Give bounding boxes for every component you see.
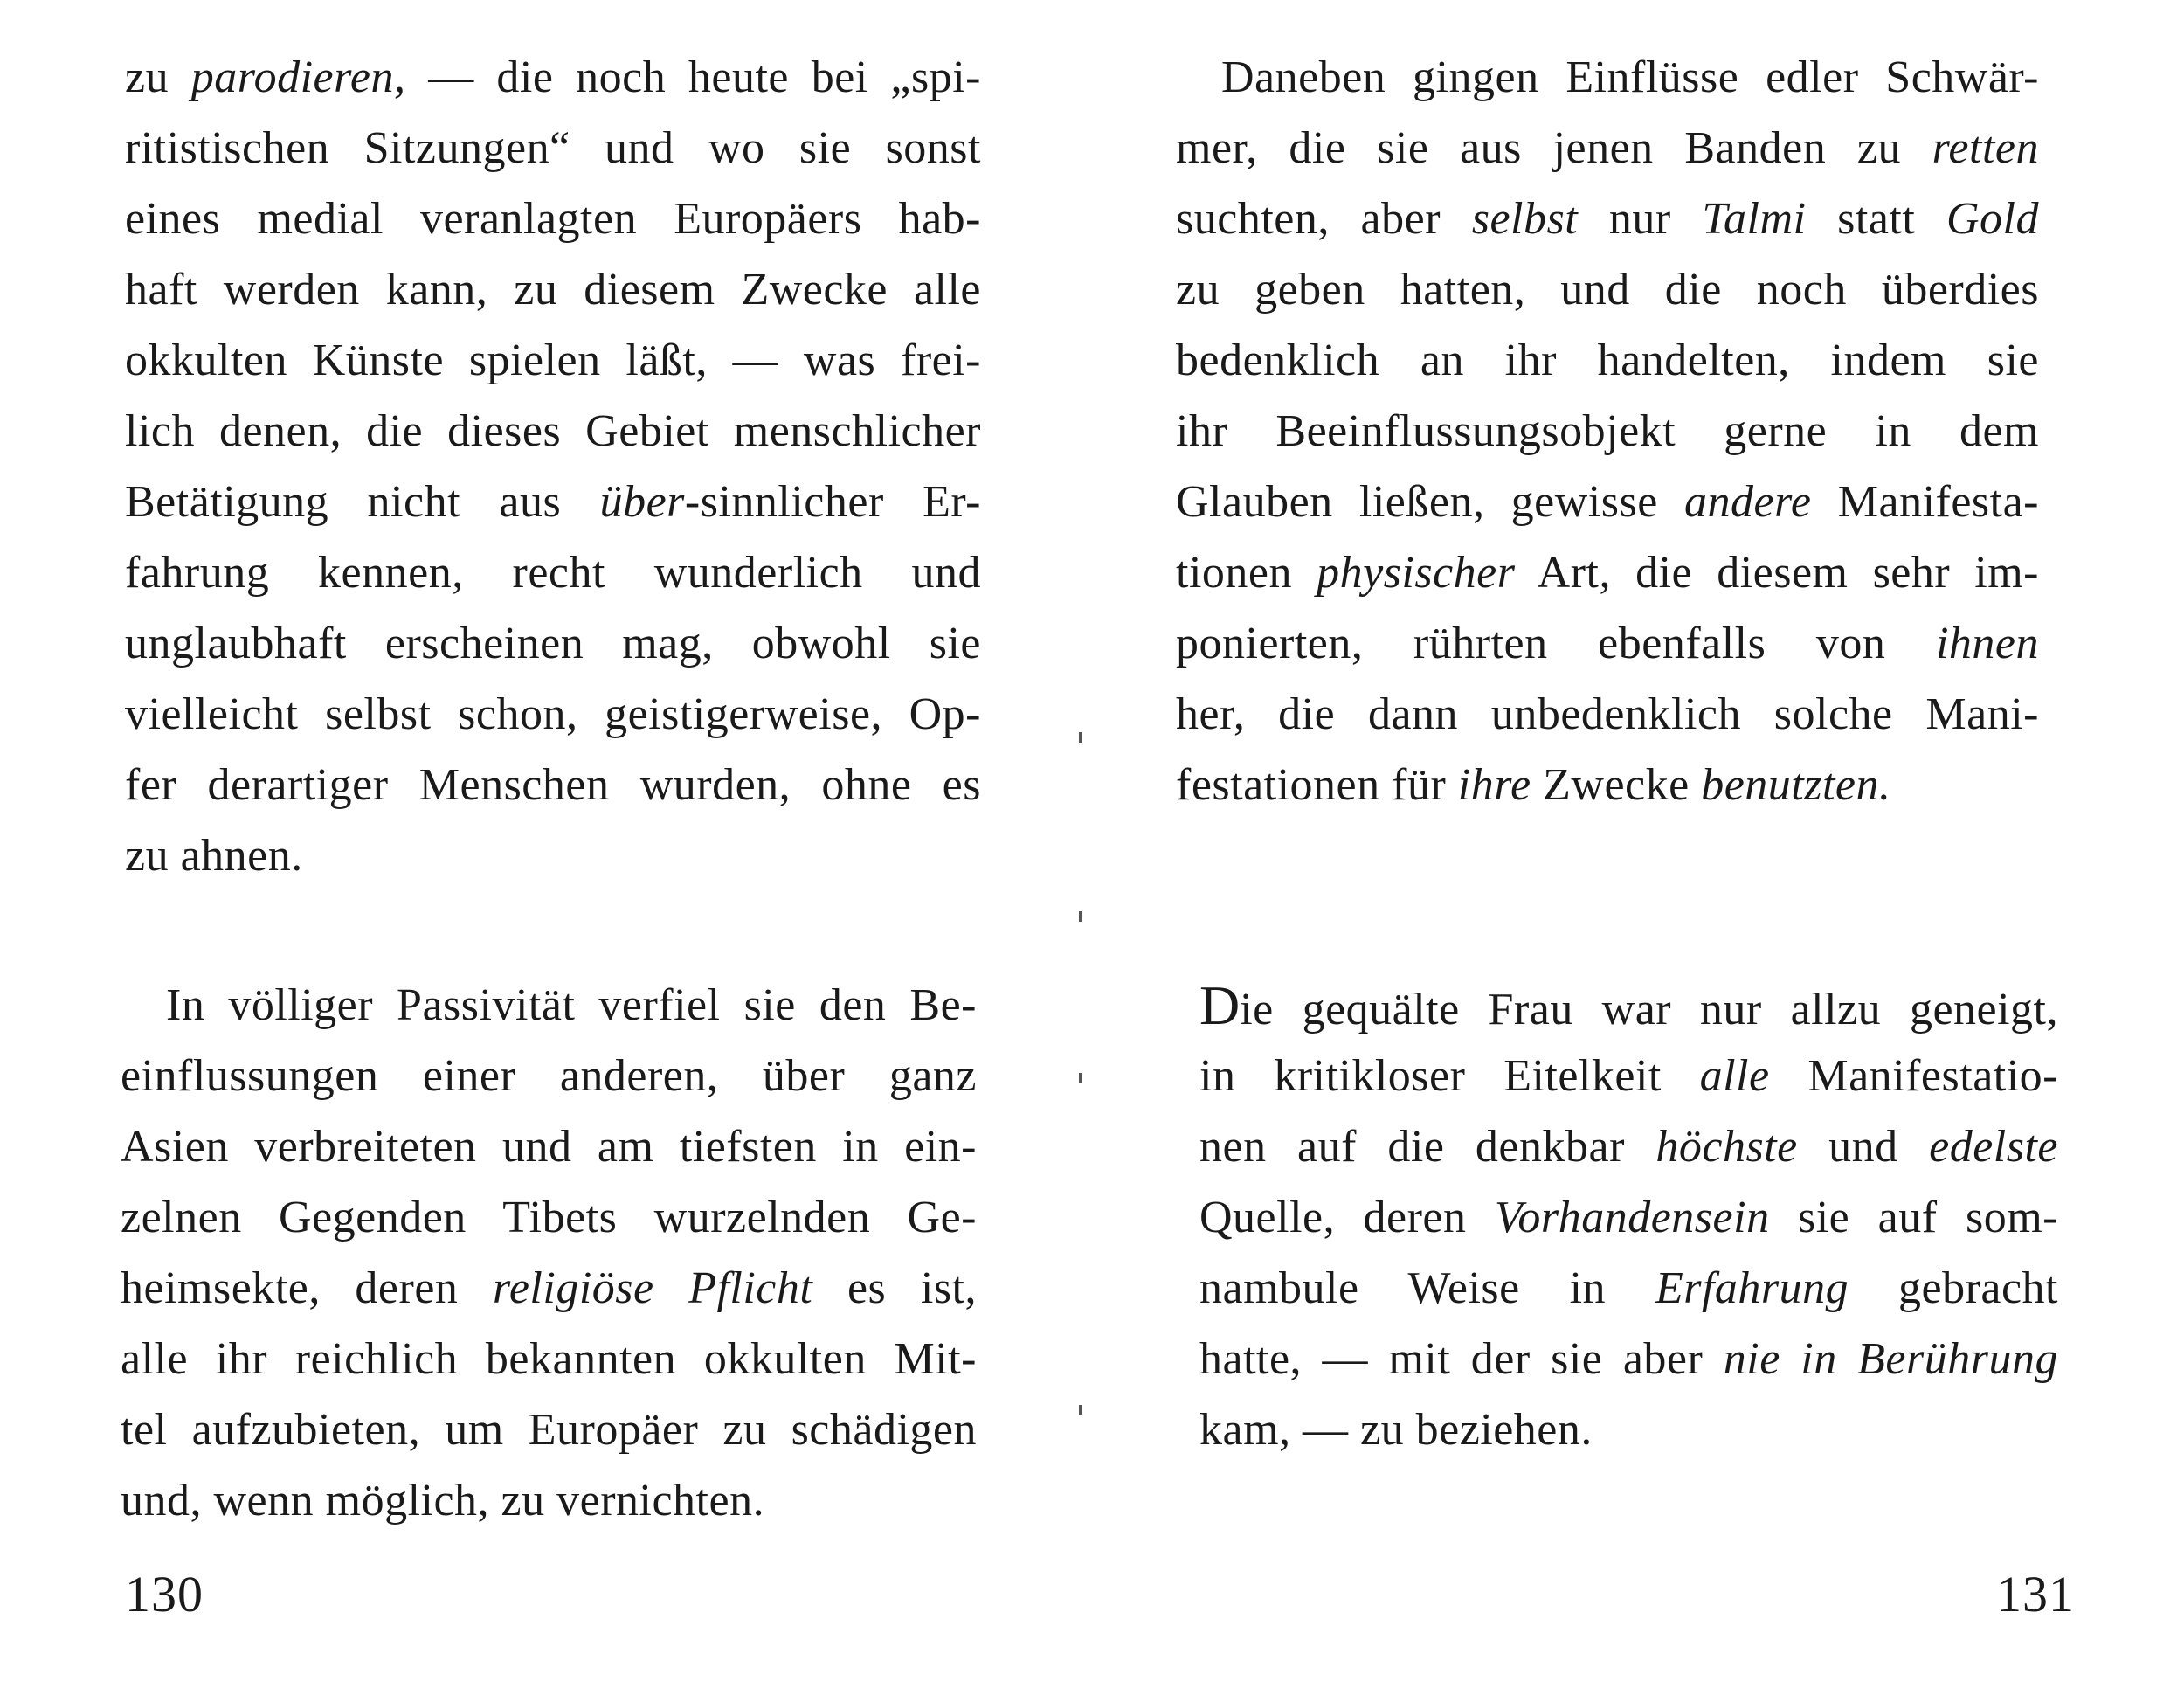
text-run: hatte, — mit der sie aber bbox=[1199, 1334, 1724, 1384]
emphasized-text: Vorhandensein bbox=[1494, 1193, 1770, 1242]
text-run: nen auf die denkbar bbox=[1199, 1122, 1656, 1172]
text-run: Art, die diesem sehr im- bbox=[1515, 548, 2039, 598]
text-run: tionen bbox=[1176, 548, 1317, 598]
drop-cap-letter: D bbox=[1199, 974, 1241, 1036]
text-run: suchten, aber bbox=[1176, 194, 1472, 244]
text-line bbox=[1176, 113, 2039, 183]
text-line bbox=[121, 1465, 977, 1536]
text-run: eines medial veranlagten Europäers hab- bbox=[125, 194, 981, 244]
text-run: mer, die sie aus jenen Banden zu bbox=[1176, 123, 1932, 173]
text-line bbox=[125, 325, 981, 396]
text-run: alle ihr reichlich bekannten okkulten Mit- bbox=[121, 1334, 977, 1384]
text-line bbox=[1199, 1111, 2058, 1182]
text-run: festationen für bbox=[1176, 760, 1458, 810]
gutter-mark bbox=[1079, 911, 1082, 922]
text-run: Asien verbreiteten und am tiefsten in ein- bbox=[121, 1122, 977, 1172]
text-line bbox=[1199, 1394, 2058, 1465]
gutter-mark bbox=[1079, 1073, 1082, 1083]
text-run: tel aufzubieten, um Europäer zu schädigen bbox=[121, 1405, 977, 1455]
text-run: fahrung kennen, recht wunderlich und bbox=[125, 548, 981, 598]
emphasized-text: alle bbox=[1699, 1051, 1770, 1101]
text-line bbox=[125, 537, 981, 608]
text-line bbox=[121, 970, 977, 1041]
page-number-right: 131 bbox=[1996, 1566, 2075, 1622]
text-run: Quelle, deren bbox=[1199, 1193, 1495, 1242]
emphasized-text: benutzten. bbox=[1701, 760, 1891, 810]
text-line bbox=[1176, 325, 2039, 396]
text-run: gebracht bbox=[1849, 1263, 2058, 1313]
text-run: Manifestatio- bbox=[1769, 1051, 2058, 1101]
text-run: ie gequälte Frau war nur allzu geneigt, bbox=[1240, 985, 2058, 1034]
page-number-left: 130 bbox=[125, 1566, 204, 1622]
emphasized-text: nie in Berührung bbox=[1723, 1334, 2058, 1384]
emphasized-text: Talmi bbox=[1702, 194, 1807, 244]
text-run: haft werden kann, zu diesem Zwecke alle bbox=[125, 265, 981, 315]
text-run: Glauben ließen, gewisse bbox=[1176, 477, 1685, 527]
text-run: Zwecke bbox=[1531, 760, 1702, 810]
emphasized-text: religiöse Pflicht bbox=[493, 1263, 813, 1313]
text-line bbox=[125, 396, 981, 467]
text-line bbox=[125, 113, 981, 183]
text-run: in kritikloser Eitelkeit bbox=[1199, 1051, 1700, 1101]
text-line bbox=[1176, 183, 2039, 254]
text-run: fer derartiger Menschen wurden, ohne es bbox=[125, 760, 981, 810]
text-line bbox=[121, 1324, 977, 1394]
text-line bbox=[1176, 467, 2039, 537]
text-run: vielleicht selbst schon, geistigerweise, Op- bbox=[125, 689, 981, 739]
text-run: zelnen Gegenden Tibets wurzelnden Ge- bbox=[121, 1193, 977, 1242]
text-run: nur bbox=[1578, 194, 1703, 244]
text-run: Manifesta- bbox=[1811, 477, 2039, 527]
emphasized-text: edelste bbox=[1929, 1122, 2059, 1172]
text-run: — die noch heute bei „spi- bbox=[405, 52, 981, 102]
text-line bbox=[1176, 396, 2039, 467]
text-line bbox=[125, 820, 981, 891]
text-line bbox=[125, 467, 981, 537]
right-paragraph-tormented-woman bbox=[1199, 970, 2058, 1465]
text-line bbox=[121, 1182, 977, 1253]
text-run: ihr Beeinflussungsobjekt gerne in dem bbox=[1176, 406, 2039, 456]
text-run: okkulten Künste spielen läßt, — was frei- bbox=[125, 336, 981, 385]
text-run: zu bbox=[125, 52, 191, 102]
text-line bbox=[121, 1394, 977, 1465]
text-run: zu geben hatten, und die noch überdies bbox=[1176, 265, 2039, 315]
text-line bbox=[121, 1111, 977, 1182]
text-line bbox=[125, 42, 981, 113]
left-paragraph-continued bbox=[125, 42, 981, 891]
text-run: ponierten, rührten ebenfalls von bbox=[1176, 619, 1936, 668]
left-paragraph-passivity bbox=[121, 970, 977, 1536]
right-paragraph-influences bbox=[1176, 42, 2039, 820]
text-run: Daneben gingen Einflüsse edler Schwär- bbox=[1221, 52, 2039, 102]
emphasized-text: ihnen bbox=[1935, 619, 2039, 668]
text-line bbox=[1199, 1253, 2058, 1324]
text-run: es ist, bbox=[812, 1263, 978, 1313]
text-line bbox=[1199, 970, 2058, 1041]
text-line bbox=[125, 750, 981, 820]
text-run: einflussungen einer anderen, über ganz bbox=[121, 1051, 977, 1101]
emphasized-text: parodieren, bbox=[190, 52, 406, 102]
text-line bbox=[125, 254, 981, 325]
text-line bbox=[1199, 1324, 2058, 1394]
emphasized-text: andere bbox=[1684, 477, 1812, 527]
text-line bbox=[1199, 1182, 2058, 1253]
text-line bbox=[125, 608, 981, 679]
emphasized-text: selbst bbox=[1471, 194, 1579, 244]
text-run: statt bbox=[1806, 194, 1946, 244]
text-run: her, die dann unbedenklich solche Mani- bbox=[1176, 689, 2039, 739]
text-line bbox=[121, 1041, 977, 1111]
text-run: sie auf som- bbox=[1769, 1193, 2058, 1242]
text-run: -sinnlicher Er- bbox=[684, 477, 981, 527]
text-line bbox=[125, 183, 981, 254]
emphasized-text: Erfahrung bbox=[1655, 1263, 1849, 1313]
text-run: nambule Weise in bbox=[1199, 1263, 1655, 1313]
text-line bbox=[1176, 679, 2039, 750]
emphasized-text: ihre bbox=[1457, 760, 1531, 810]
text-line bbox=[1176, 254, 2039, 325]
text-run: heimsekte, deren bbox=[121, 1263, 494, 1313]
text-line bbox=[1176, 537, 2039, 608]
text-run: bedenklich an ihr handelten, indem sie bbox=[1176, 336, 2039, 385]
gutter-mark bbox=[1079, 1405, 1082, 1415]
emphasized-text: physischer bbox=[1317, 548, 1516, 598]
emphasized-text: Gold bbox=[1946, 194, 2039, 244]
text-run: ritistischen Sitzungen“ und wo sie sonst bbox=[125, 123, 981, 173]
text-run: Betätigung nicht aus bbox=[125, 477, 600, 527]
text-run: und bbox=[1797, 1122, 1930, 1172]
text-run: und, wenn möglich, zu vernichten. bbox=[121, 1476, 765, 1526]
text-line bbox=[1176, 608, 2039, 679]
text-line bbox=[125, 679, 981, 750]
text-line bbox=[1176, 750, 2039, 820]
text-run: kam, — zu beziehen. bbox=[1199, 1405, 1593, 1455]
text-line bbox=[1176, 42, 2039, 113]
text-line bbox=[1199, 1041, 2058, 1111]
emphasized-text: höchste bbox=[1655, 1122, 1798, 1172]
text-run: zu ahnen. bbox=[125, 831, 303, 881]
text-run: unglaubhaft erscheinen mag, obwohl sie bbox=[125, 619, 981, 668]
text-line bbox=[121, 1253, 977, 1324]
emphasized-text: über bbox=[599, 477, 685, 527]
text-run: lich denen, die dieses Gebiet menschlicher bbox=[125, 406, 981, 456]
right-page bbox=[1092, 0, 2184, 1695]
gutter-mark bbox=[1079, 732, 1082, 743]
text-run: In völliger Passivität verfiel sie den Be- bbox=[166, 980, 977, 1030]
emphasized-text: retten bbox=[1932, 123, 2039, 173]
